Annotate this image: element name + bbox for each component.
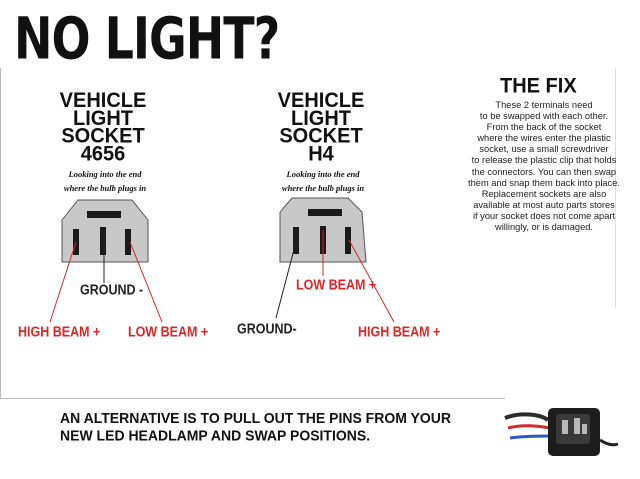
socket-h4-note-line: Looking into the end [286, 169, 360, 179]
socket-4656-title-line: SOCKET [61, 124, 145, 148]
socket-h4-note-line: where the bulb plugs in [281, 183, 365, 193]
socket-4656-note-line: where the bulb plugs in [63, 183, 147, 193]
socket-4656-low-beam-label: LOW BEAM + [128, 323, 209, 341]
fix-line: if your socket does not come apart [472, 210, 616, 221]
alternative-note-line: NEW LED HEADLAMP AND SWAP POSITIONS. [60, 427, 371, 444]
socket-h4-pin-top [308, 209, 342, 216]
fix-line: where the wires enter the plastic [477, 133, 611, 144]
socket-4656-high-beam-label: HIGH BEAM + [18, 323, 101, 341]
socket-h4-title-line: SOCKET [279, 124, 363, 148]
fix-line: them and snap them back into place. [468, 177, 620, 188]
page-title: NO LIGHT? [14, 4, 280, 73]
fix-line: From the back of the socket [486, 122, 602, 133]
alternative-note [60, 409, 451, 445]
fix-title: THE FIX [500, 74, 577, 98]
socket-4656-note-line: Looking into the end [68, 169, 142, 179]
socket-h4-title-line: LIGHT [291, 107, 351, 131]
alternative-note-line: AN ALTERNATIVE IS TO PULL OUT THE PINS FROM YOUR [60, 409, 451, 426]
socket-h4-title-line: H4 [308, 142, 334, 166]
fix-line: the connectors. You can then swap [471, 166, 617, 177]
led-plug-image [505, 408, 618, 456]
fix-line: willingly, or is damaged. [494, 222, 593, 233]
fix-line: to release the plastic clip that holds [471, 155, 617, 166]
socket-4656-pin-top [87, 211, 121, 218]
fix-body [458, 100, 630, 233]
socket-4656-title-line: 4656 [80, 142, 126, 166]
socket-4656-title-line: VEHICLE [59, 89, 147, 113]
socket-h4-low-beam-label: LOW BEAM + [296, 276, 377, 294]
fix-line: socket, use a small screwdriver [479, 144, 609, 155]
socket-h4-high-beam-label: HIGH BEAM + [358, 323, 441, 341]
socket-h4-ground-label: GROUND- [237, 320, 297, 338]
socket-4656-pin-middle [100, 227, 106, 255]
fix-line: These 2 terminals need [495, 100, 593, 110]
socket-4656-ground-label: GROUND - [80, 281, 144, 299]
socket-h4-pin-right [345, 227, 351, 254]
fix-line: Replacement sockets are also [481, 188, 607, 199]
socket-4656-title-line: LIGHT [73, 107, 133, 131]
fix-line: available at most auto parts stores [473, 199, 615, 210]
socket-h4-title-line: VEHICLE [277, 89, 365, 113]
fix-line: to be swapped with each other. [479, 111, 609, 122]
